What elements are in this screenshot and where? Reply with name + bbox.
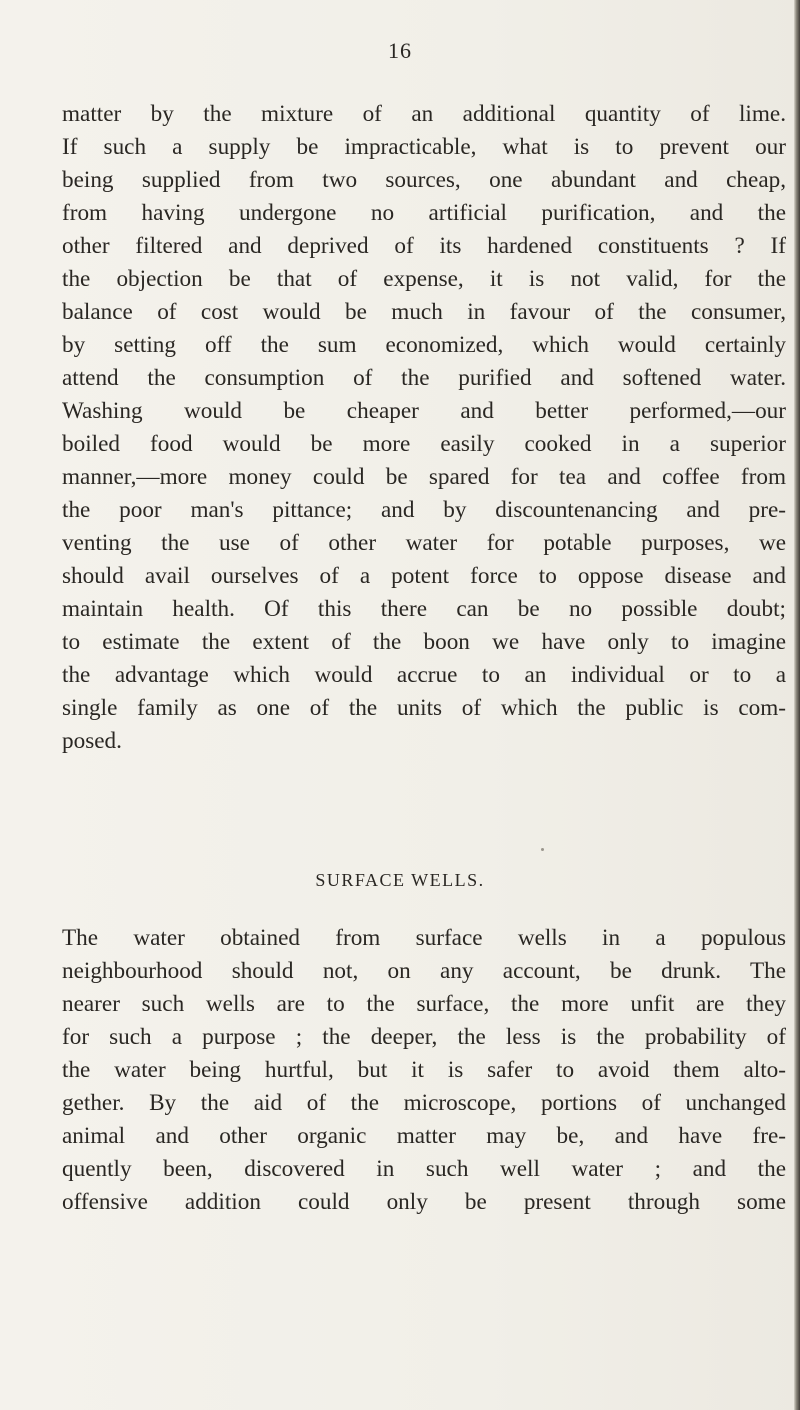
- text-line: gether. By the aid of the microscope, portions of unchanged: [62, 1090, 786, 1116]
- text-line: nearer such wells are to the surface, the more unfit are they: [62, 991, 786, 1017]
- text-line: maintain health. Of this there can be no possible doubt;: [62, 596, 786, 622]
- text-line: quently been, discovered in such well water ; and the: [62, 1156, 786, 1182]
- paragraph-1: [62, 98, 786, 758]
- text-line: the poor man's pittance; and by discountenancing and pre-: [62, 497, 786, 523]
- text-line: venting the use of other water for potable purposes, we: [62, 530, 786, 556]
- text-line: to estimate the extent of the boon we have only to imagine: [62, 629, 786, 655]
- text-line: from having undergone no artificial purification, and the: [62, 200, 786, 226]
- text-line: should avail ourselves of a potent force to oppose disease and: [62, 563, 786, 589]
- text-line: by setting off the sum economized, which would certainly: [62, 332, 786, 358]
- text-line: for such a purpose ; the deeper, the less is the probability of: [62, 1024, 786, 1050]
- page-edge-shadow: [794, 0, 800, 1410]
- text-line: being supplied from two sources, one abundant and cheap,: [62, 167, 786, 193]
- text-line: the advantage which would accrue to an individual or to a: [62, 662, 786, 688]
- paper-speck: [541, 848, 544, 851]
- text-line: offensive addition could only be present through some: [62, 1189, 786, 1215]
- text-line: balance of cost would be much in favour of the consumer,: [62, 299, 786, 325]
- text-line: single family as one of the units of which the public is com-: [62, 695, 786, 721]
- text-line: other filtered and deprived of its hardened constituents ? If: [62, 233, 786, 259]
- text-line: matter by the mixture of an additional quantity of lime.: [62, 101, 786, 127]
- paragraph-2: [62, 922, 786, 1219]
- page-number: 16: [388, 38, 412, 63]
- text-line: the water being hurtful, but it is safer to avoid them alto-: [62, 1057, 786, 1083]
- text-line: posed.: [62, 728, 122, 754]
- text-line: The water obtained from surface wells in a populous: [62, 925, 786, 951]
- text-line: Washing would be cheaper and better performed,—our: [62, 398, 786, 424]
- text-line: boiled food would be more easily cooked in a superior: [62, 431, 786, 457]
- text-line: animal and other organic matter may be, and have fre-: [62, 1123, 786, 1149]
- text-line: If such a supply be impracticable, what is to prevent our: [62, 134, 786, 160]
- text-line: manner,—more money could be spared for tea and coffee from: [62, 464, 786, 490]
- text-line: attend the consumption of the purified and softened water.: [62, 365, 786, 391]
- text-line: the objection be that of expense, it is not valid, for the: [62, 266, 786, 292]
- section-heading: SURFACE WELLS.: [315, 870, 485, 890]
- text-line: neighbourhood should not, on any account, be drunk. The: [62, 958, 786, 984]
